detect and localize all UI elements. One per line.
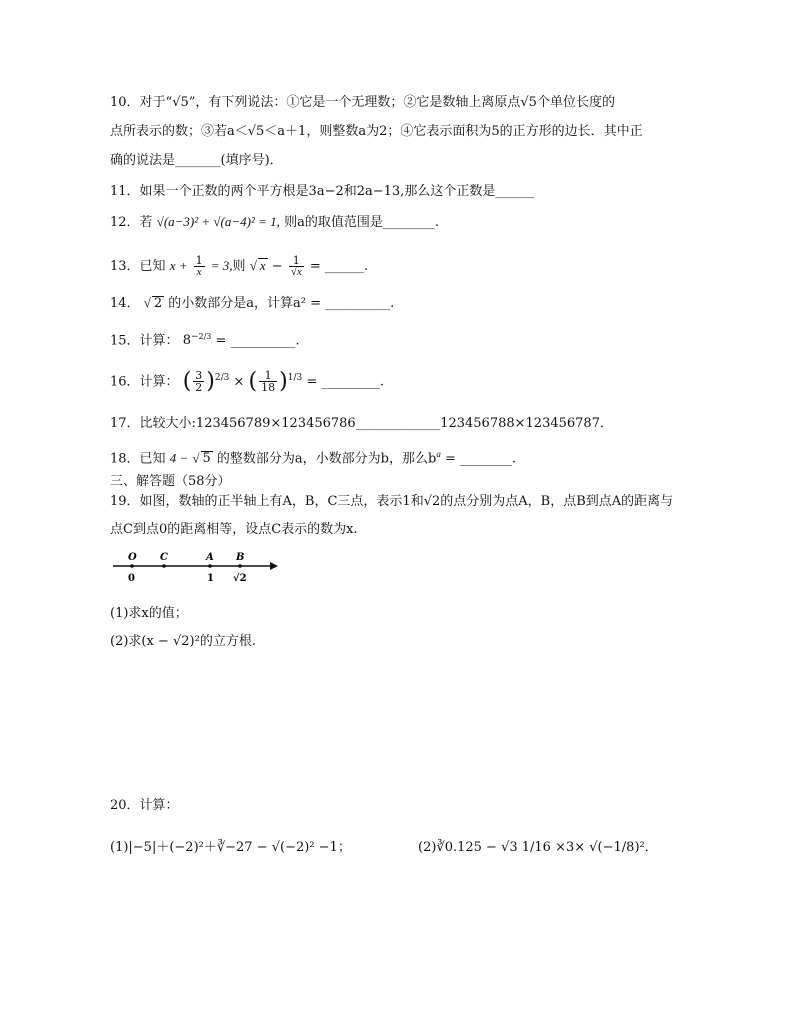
q20-title: 20．计算：	[110, 798, 179, 813]
q18-num: 18．已知	[110, 451, 166, 467]
q12-num: 12．若	[110, 215, 153, 230]
q15-num: 15．计算：	[110, 333, 179, 349]
q17: 17．比较大小:123456789×123456786_____________123456788×123456787．	[110, 416, 613, 431]
q12-expr: √(a−3)² + √(a−4)² = 1,	[156, 214, 280, 229]
q19-sub2: (2)求(x − √2)²的立方根.	[110, 634, 256, 649]
q16: 16．计算： ( $\frac{3}{2}$ )$^{2/3}$ × ( $\frac{1}{18}$ )$^{1/3}$ = _________.	[110, 368, 385, 395]
q20-part2: (2)∛0.125 − √3 1/16 ×3× √(−1/8)²．	[418, 840, 658, 855]
q18-tail: = ________.	[444, 451, 517, 467]
q16-tail: = _________.	[306, 374, 385, 390]
q20-part1: (1)|−5|＋(−2)²＋∛−27 − √(−2)² −1；	[110, 840, 351, 855]
q10-line3: 确的说法是_______(填序号)．	[110, 153, 283, 168]
q18-mid: 的整数部分为a，小数部分为b，那么b	[216, 451, 437, 467]
q15-tail: = __________.	[215, 333, 300, 349]
q12-tail: 则a的取值范围是________.	[284, 215, 439, 230]
q10-line2: 点所表示的数；③若a＜√5＜a＋1，则整数a为2；④它表示面积为5的正方形的边长．其中正	[110, 124, 643, 139]
tick-sqrt2: √2	[233, 573, 247, 584]
q13-tail: ______.	[324, 259, 369, 274]
label-b: B	[236, 552, 245, 563]
q12	[110, 212, 439, 233]
label-o: O	[128, 552, 137, 563]
q18: 18．已知 4 − √ 5 的整数部分为a，小数部分为b，那么$b^a$ = ________.	[110, 449, 517, 467]
q15: 15．计算： $8^{-2/3}$ = __________.	[110, 332, 300, 349]
q14-mid: 的小数部分是a，计算a² = __________.	[168, 296, 395, 311]
tick-1: 1	[207, 573, 214, 584]
section-heading: 三、解答题（58分）	[110, 474, 231, 489]
tick-0: 0	[128, 573, 135, 584]
q14-num: 14．	[110, 296, 140, 311]
q19-sub1: (1)求x的值；	[110, 606, 188, 621]
label-a: A	[206, 552, 214, 563]
q13: 13．已知 x + $\frac{1}{x}$ = 3,则 √ x − $\frac{1}{√x}$ = ______.	[110, 254, 369, 278]
point-o	[130, 564, 134, 568]
q14: 14． √ 2 的小数部分是a，计算a² = __________.	[110, 295, 395, 311]
q10-line1: 10．对于“√5”，有下列说法：①它是一个无理数；②它是数轴上离原点√5个单位长度的	[110, 95, 615, 110]
label-c: C	[160, 552, 168, 563]
point-b	[238, 564, 242, 568]
q16-num: 16．计算：	[110, 374, 179, 390]
q11: 11．如果一个正数的两个平方根是3a−2和2a−13,那么这个正数是______	[110, 184, 535, 199]
q19-line1: 19．如图，数轴的正半轴上有A，B，C三点，表示1和√2的点分别为点A，B，点B到点A的距离与	[110, 494, 674, 509]
point-a	[208, 564, 212, 568]
point-c	[162, 564, 166, 568]
arrow-icon	[270, 562, 278, 570]
q19-line2: 点C到点0的距离相等，设点C表示的数为x.	[110, 522, 358, 537]
number-line-figure	[110, 550, 280, 590]
q13-num: 13．已知	[110, 259, 166, 274]
